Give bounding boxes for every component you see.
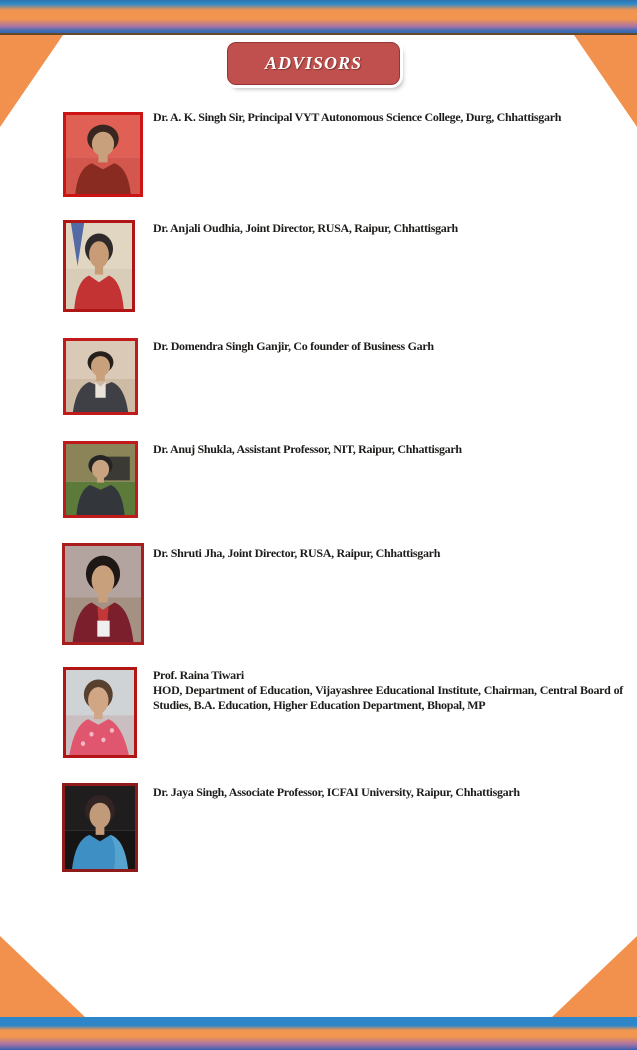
person-portrait-graphic	[65, 546, 141, 642]
person-portrait-graphic	[66, 444, 135, 515]
person-portrait-graphic	[65, 786, 135, 869]
advisor-name-text: Dr. Anjali Oudhia, Joint Director, RUSA, Raipur, Chhattisgarh	[153, 221, 458, 235]
corner-triangle-top-left	[0, 35, 63, 127]
advisor-name-text: Dr. A. K. Singh Sir, Principal VYT Autonomous Science College, Durg, Chhattisgarh	[153, 110, 562, 124]
person-portrait-graphic	[66, 670, 134, 755]
person-portrait-graphic	[66, 341, 135, 412]
corner-triangle-bottom-left	[0, 936, 85, 1017]
advisor-photo	[63, 112, 143, 197]
advisor-photo	[62, 543, 144, 645]
advisor-name-text: Prof. Raina Tiwari	[153, 668, 244, 682]
top-stripe-band	[0, 0, 637, 35]
advisor-name-text: Dr. Anuj Shukla, Assistant Professor, NIT, Raipur, Chhattisgarh	[153, 442, 462, 456]
page-title: ADVISORS	[264, 53, 363, 73]
advisor-name-text: Dr. Shruti Jha, Joint Director, RUSA, Raipur, Chhattisgarh	[153, 546, 441, 560]
advisor-photo	[62, 783, 138, 872]
advisor-photo	[63, 338, 138, 415]
advisor-name-text: Dr. Domendra Singh Ganjir, Co founder of Business Garh	[153, 339, 434, 353]
person-portrait-graphic	[66, 223, 132, 309]
advisors-title-badge	[227, 42, 400, 85]
person-portrait-graphic	[66, 115, 140, 194]
advisor-name-text: Dr. Jaya Singh, Associate Professor, ICFAI University, Raipur, Chhattisgarh	[153, 785, 520, 799]
advisor-photo	[63, 667, 137, 758]
advisor-photo	[63, 220, 135, 312]
advisor-photo	[63, 441, 138, 518]
bottom-stripe-band	[0, 1017, 637, 1050]
corner-triangle-bottom-right	[552, 936, 637, 1017]
advisor-detail-text: HOD, Department of Education, Vijayashree Educational Institute, Chairman, Central Board of Studies, B.A. Education, Higher Education Department, Bhopal, MP	[153, 683, 623, 712]
